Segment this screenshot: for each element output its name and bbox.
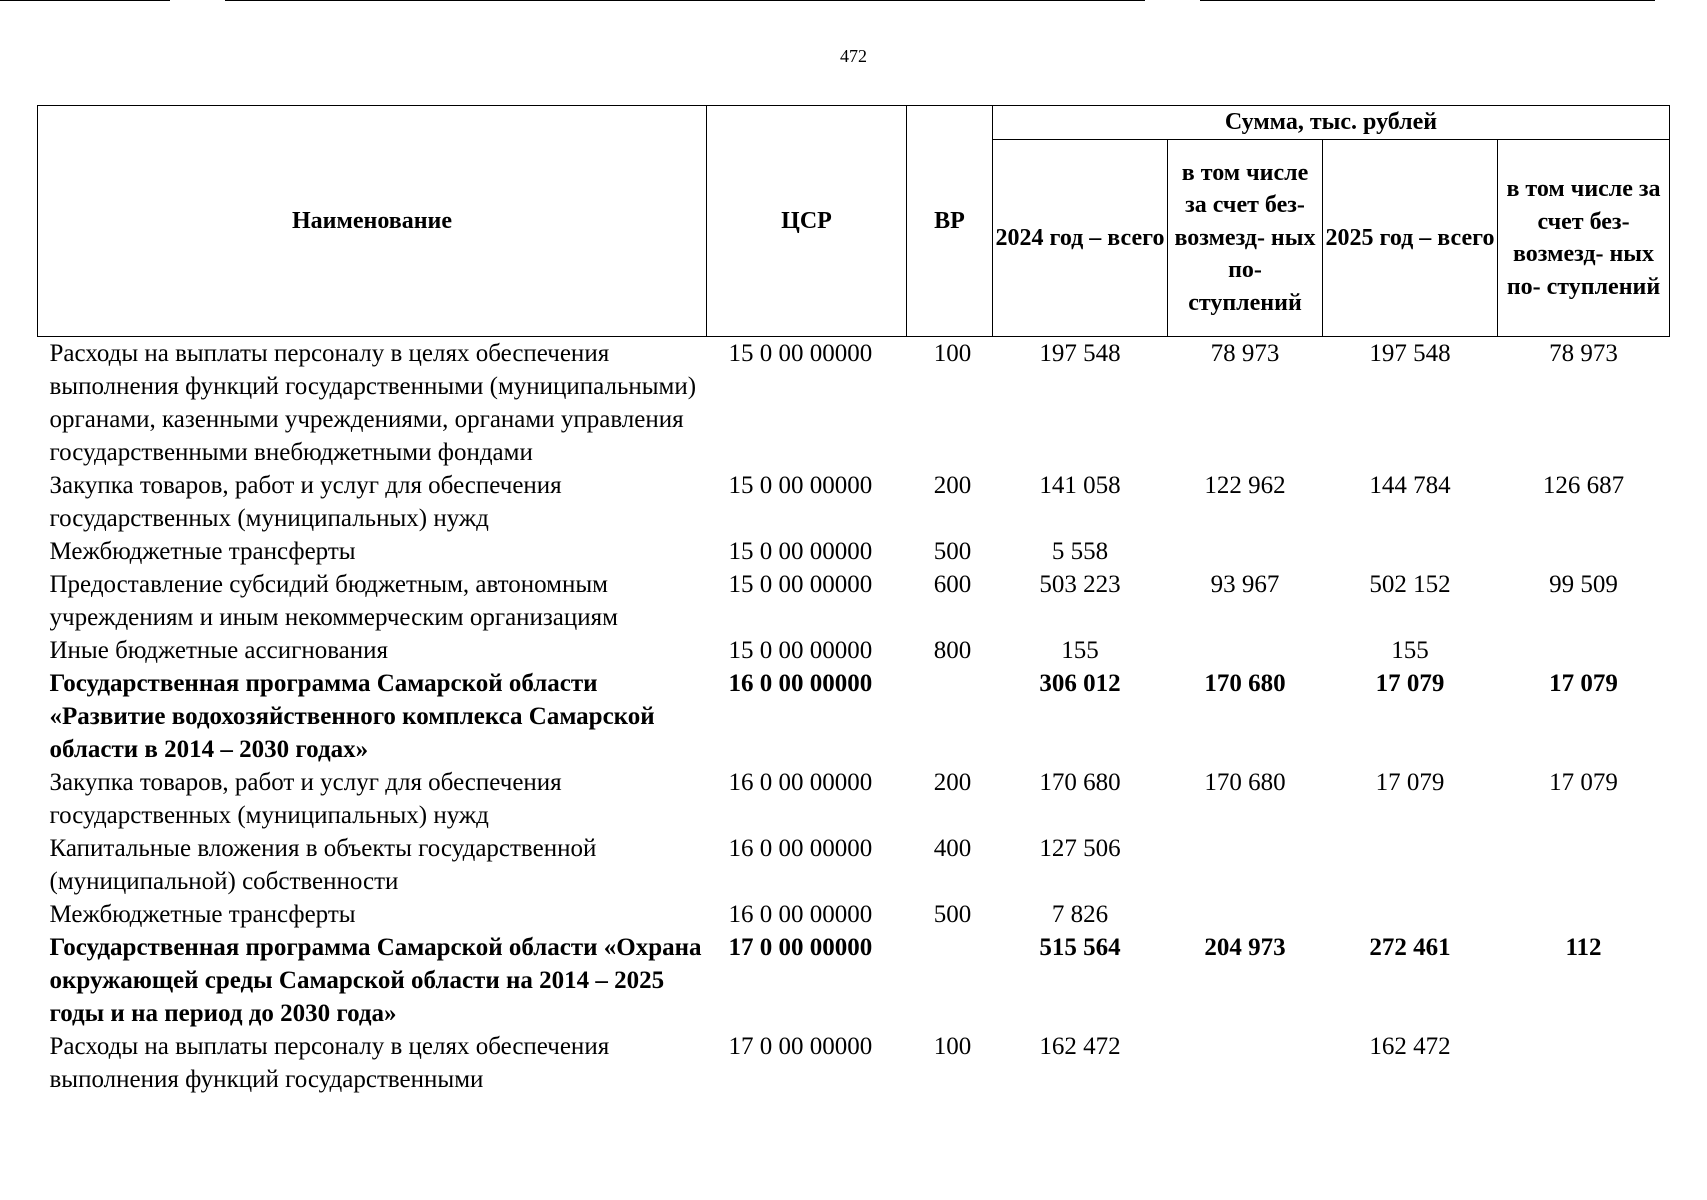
row-2024-total: 306 012 (1039, 670, 1121, 697)
row-csr: 16 0 00 00000 (728, 835, 873, 862)
row-name: Расходы на выплаты персоналу в целях обеспечения выполнения функций государственными (49, 1033, 610, 1093)
header-sum-group: Сумма, тыс. рублей (993, 106, 1670, 140)
scan-edge-line-right (1200, 0, 1655, 1)
row-2025-grants: 99 509 (1549, 571, 1618, 598)
row-csr: 15 0 00 00000 (728, 571, 873, 598)
row-name: Капитальные вложения в объекты государственной (муниципальной) собственности (49, 835, 597, 895)
page-number: 472 (840, 46, 867, 66)
row-2024-grants: 122 962 (1204, 472, 1286, 499)
table-row-program (38, 667, 1670, 766)
row-2025-grants (1498, 535, 1670, 568)
row-2025-total: 144 784 (1369, 472, 1451, 499)
header-2025-grants: в том числе за счет без- возмезд- ных по- ступлений (1498, 140, 1670, 337)
table-row (38, 469, 1670, 535)
row-2025-grants: 126 687 (1542, 472, 1625, 499)
row-vr: 600 (933, 571, 972, 598)
row-2025-grants: 17 079 (1549, 670, 1618, 697)
row-csr: 15 0 00 00000 (728, 472, 873, 499)
row-name: Расходы на выплаты персоналу в целях обеспечения выполнения функций государственными (муниципальными) органами, казенными учреждениями, органами управления государственными внебюджетными фондами (49, 340, 697, 466)
table-row (38, 337, 1670, 470)
table-row (38, 832, 1670, 898)
row-name: Межбюджетные трансферты (49, 901, 356, 928)
budget-table (37, 105, 1670, 1096)
row-name: Государственная программа Самарской области «Развитие водохозяйственного комплекса Самарской области в 2014 – 2030 годах» (49, 670, 655, 763)
table-row (38, 898, 1670, 931)
row-vr: 100 (933, 1033, 972, 1060)
row-2025-total: 17 079 (1375, 769, 1445, 796)
row-vr: 500 (933, 901, 972, 928)
row-2024-total: 141 058 (1039, 472, 1121, 499)
row-2024-grants: 204 973 (1204, 934, 1286, 961)
header-name: Наименование (38, 106, 707, 337)
row-2025-grants (1498, 634, 1670, 667)
header-2025-total: 2025 год – всего (1323, 140, 1498, 337)
header-csr: ЦСР (707, 106, 907, 337)
row-vr (907, 931, 993, 1030)
row-2025-grants: 112 (1565, 934, 1602, 961)
header-2024-total: 2024 год – всего (993, 140, 1168, 337)
row-2024-total: 170 680 (1039, 769, 1121, 796)
table-row (38, 568, 1670, 634)
row-2025-grants: 17 079 (1549, 769, 1618, 796)
row-csr: 15 0 00 00000 (728, 538, 873, 565)
row-2025-total (1323, 535, 1498, 568)
row-2025-total: 17 079 (1375, 670, 1445, 697)
table-row (38, 766, 1670, 832)
row-name: Предоставление субсидий бюджетным, автономным учреждениям и иным некоммерческим организациям (49, 571, 618, 631)
row-vr: 200 (933, 472, 972, 499)
row-2025-total: 502 152 (1369, 571, 1451, 598)
scan-edge-line-left (0, 0, 170, 1)
row-2024-grants: 78 973 (1210, 340, 1280, 367)
row-2025-total (1323, 832, 1498, 898)
row-2024-grants (1168, 1030, 1323, 1096)
row-2025-grants: 78 973 (1549, 340, 1618, 367)
row-csr: 17 0 00 00000 (728, 1033, 873, 1060)
header-2024-grants: в том числе за счет без- возмезд- ных по- ступлений (1168, 140, 1323, 337)
row-name: Межбюджетные трансферты (49, 538, 356, 565)
row-2025-grants (1498, 1030, 1670, 1096)
row-2024-total: 7 826 (1051, 901, 1109, 928)
table-body (38, 337, 1670, 1097)
row-2024-grants (1168, 535, 1323, 568)
row-2025-total (1323, 898, 1498, 931)
row-name: Государственная программа Самарской области «Охрана окружающей среды Самарской области на 2014 – 2025 годы и на период до 2030 года» (49, 934, 702, 1027)
table-row (38, 634, 1670, 667)
scan-edge-line-center (225, 0, 1145, 1)
row-vr (907, 667, 993, 766)
row-2024-total: 5 558 (1051, 538, 1109, 565)
row-csr: 17 0 00 00000 (728, 934, 873, 961)
table-row (38, 1030, 1670, 1096)
row-csr: 16 0 00 00000 (728, 769, 873, 796)
row-name: Закупка товаров, работ и услуг для обеспечения государственных (муниципальных) нужд (49, 769, 562, 829)
row-2024-total: 162 472 (1039, 1033, 1121, 1060)
row-csr: 15 0 00 00000 (728, 637, 873, 664)
row-2024-grants: 170 680 (1204, 670, 1286, 697)
row-2025-total: 162 472 (1369, 1033, 1451, 1060)
row-2024-total: 127 506 (1039, 835, 1121, 862)
row-2024-total: 197 548 (1039, 340, 1121, 367)
row-2024-total: 155 (1061, 637, 1099, 664)
row-2024-grants (1168, 634, 1323, 667)
row-2025-total: 155 (1391, 637, 1429, 664)
row-vr: 200 (933, 769, 972, 796)
row-name: Иные бюджетные ассигнования (49, 637, 389, 664)
row-2024-grants: 93 967 (1210, 571, 1280, 598)
row-2025-total: 272 461 (1369, 934, 1451, 961)
row-2024-grants (1168, 832, 1323, 898)
row-csr: 15 0 00 00000 (728, 340, 873, 367)
table-header (38, 106, 1670, 337)
row-2025-grants (1498, 898, 1670, 931)
row-2024-total: 503 223 (1039, 571, 1121, 598)
row-vr: 500 (933, 538, 972, 565)
row-csr: 16 0 00 00000 (728, 901, 873, 928)
row-2025-total: 197 548 (1369, 340, 1451, 367)
row-vr: 400 (933, 835, 972, 862)
row-2025-grants (1498, 832, 1670, 898)
row-csr: 16 0 00 00000 (728, 670, 873, 697)
row-name: Закупка товаров, работ и услуг для обеспечения государственных (муниципальных) нужд (49, 472, 562, 532)
row-2024-total: 515 564 (1039, 934, 1121, 961)
row-2024-grants: 170 680 (1204, 769, 1286, 796)
table-row (38, 535, 1670, 568)
table-row-program (38, 931, 1670, 1030)
row-2024-grants (1168, 898, 1323, 931)
row-vr: 800 (933, 637, 972, 664)
header-vr: ВР (907, 106, 993, 337)
row-vr: 100 (933, 340, 972, 367)
